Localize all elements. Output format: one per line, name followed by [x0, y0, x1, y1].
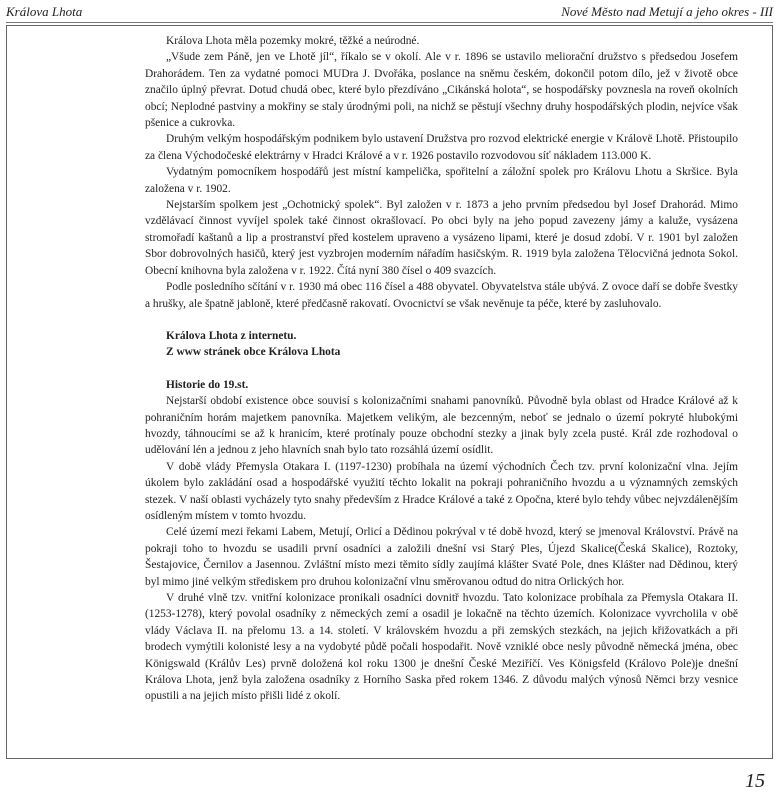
paragraph-electricity: Druhým velkým hospodářským podnikem bylo ustavení Družstva pro rozvod elektrické energie v Královë Lhotě. Přistoupilo za člena Východočeské elektrárny v Hradci Králové a v r. 1926 postavilo rozvodovou síť nákladem 113.000 K.	[145, 133, 738, 162]
paragraph-soil: Králova Lhota měla pozemky mokré, těžké a neúrodné.	[166, 35, 420, 47]
paragraph-second-colonization: V druhé vlně tzv. vnitřní kolonizace pronikali osadníci dovnitř hvozdu. Tato kolonizace probíhala za Přemysla Otakara II.(1253-1278), který povolal osadníky z německých zemí a osadil je lokačně na těchto územích. Kolonizace vyvrcholila v obě vlády Václava II. na přelomu 13. a 14. století. V královském hvozdu a při zemských stezkách, na jejich křižovatkách a při brodech vymýtili kolonisté lesy a na vydobyté půdě počali hospodařit. Nově vzniklé obce nesly původně německá jména, obec Königswald (Králův Les) prvně doložená kol roku 1300 je dnešní České Meziříčí. Ves Königsfeld (Královo Pole)je dnešní Králova Lhota, jenž byla založena osadníky z Horního Saska před rokem 1346. Z důvodu malých výnosů Němci brzy vesnice opustili a na jejich místo přišli lidé z okolí.	[145, 592, 738, 703]
paragraph-savings-bank: Vydatným pomocníkem hospodářů jest místní kampelička, spořitelní a záložní spolek pro Královu Lhotu a Skršice. Byla založena v r. 1902.	[145, 166, 738, 195]
paragraph-census: Podle posledního sčítání v r. 1930 má obec 116 čísel a 488 obyvatel. Obyvatelstva stále ubývá. Z ovoce daří se dobře švestky a hrušky, ale špatně jabloně, které předčasně rakovatí. Ovocnictví se však nevěnuje ta péče, které by zasluhovalo.	[145, 281, 738, 310]
paragraph-melioration: „Všude zem Páně, jen ve Lhotě jíl“, říkalo se v okolí. Ale v r. 1896 se ustavilo meliorační družstvo s předsedou Josefem Drahorádem. Ten za vydatné pomoci MUDra J. Dvořáka, poslance na sněmu českém, dokončil potom dílo, jež v životě obce značilo úplný převrat. Dotud chudá obec, které bylo přezdíváno „Cikánská holota“, se hospodářsky povznesla na roveň okolních obcí; Neplodné pastviny a mokřiny se staly úrodnými poli, na nichž se pěstují všechny druhy hospodářských plodin, nejvíce však pšenice a cukrovka.	[145, 51, 738, 130]
section-heading-history: Historie do 19.st.	[166, 378, 249, 391]
paragraph-associations: Nejstarším spolkem jest „Ochotnický spolek“. Byl založen v r. 1873 a jeho prvním předsedou byl Josef Drahorád. Mimo vzdělávací činnost vyvíjel spolek také činnost okrašlovací. Po obci byly na jeho popud zavezeny jámy a kaluže, vysázena stromořadí kaštanů a lip a prostranství před kostelem upraveno a vysázeno lipami, které je dosud zdobí. V r. 1901 byl založen Sbor dobrovolných hasičů, který jest vyzbrojen moderním nářadím hasičským. R. 1919 byla založena Tělocvičná jednota Sokol. Obecní knihovna byla založena v r. 1922. Čítá nyní 380 čísel o 409 svazcích.	[145, 199, 738, 277]
header-chapter-title: Králova Lhota	[6, 4, 83, 19]
text-body	[145, 33, 738, 705]
page-number: 15	[745, 770, 765, 792]
section-heading-internet: Králova Lhota z internetu.	[166, 329, 297, 342]
section-subheading-website: Z www stránek obce Králova Lhota	[166, 346, 341, 359]
header-divider	[6, 22, 773, 23]
header-book-title: Nové Město nad Metují a jeho okres - III	[561, 4, 773, 19]
paragraph-royal-forest: Celé území mezi řekami Labem, Metují, Orlicí a Dědinou pokrýval v té době hvozd, který se jmenoval Království. Právě na pokraji toho to hvozdu se usadili první osadníci a založili dnešní vsi Starý Ples, Újezd Skalice(Česká Skalice), Roztoky, Šestajovice, Černilov a Jasennou. Zvláštní místo mezi těmito sídly zaujímá klášter Svaté Pole, dnes Klášter nad Dědinou, který byl mimo jiné velkým střediskem pro druhou kolonizační vlnu směrovanou odtud do nitra Orlických hor.	[145, 526, 738, 588]
paragraph-oldest-period: Nejstarší období existence obce souvisí s kolonizačními snahami panovníků. Původně byla oblast od Hradce Králové až k pohraničním horám majetkem panovníka. Majetkem velikým, ale bezcenným, neboť se jednalo o území pokryté hlubokými hvozdy, táhnoucími se až k hranicím, které protínaly pouze obchodní stezky a jinak byly zcela pusté. Král zde rozhodoval o udělování lén a jednou z jeho hlavních snah bylo tato rozsáhlá území osídlit.	[145, 395, 738, 457]
running-header	[6, 4, 773, 22]
paragraph-first-colonization: V době vlády Přemysla Otakara I. (1197-1230) probíhala na území východních Čech tzv. první kolonizační vlna. Jejím úkolem bylo zakládání osad a hospodářské využití těchto lokalit na pokraji pohraničního hvozdu a u významných zemských stezek. V naší oblasti vycházely tyto snahy především z Hradce Králové a také z Opočna, které bylo tehdy vůbec nejvzdálenějším osídleným místem v tomto hvozdu.	[145, 460, 738, 522]
